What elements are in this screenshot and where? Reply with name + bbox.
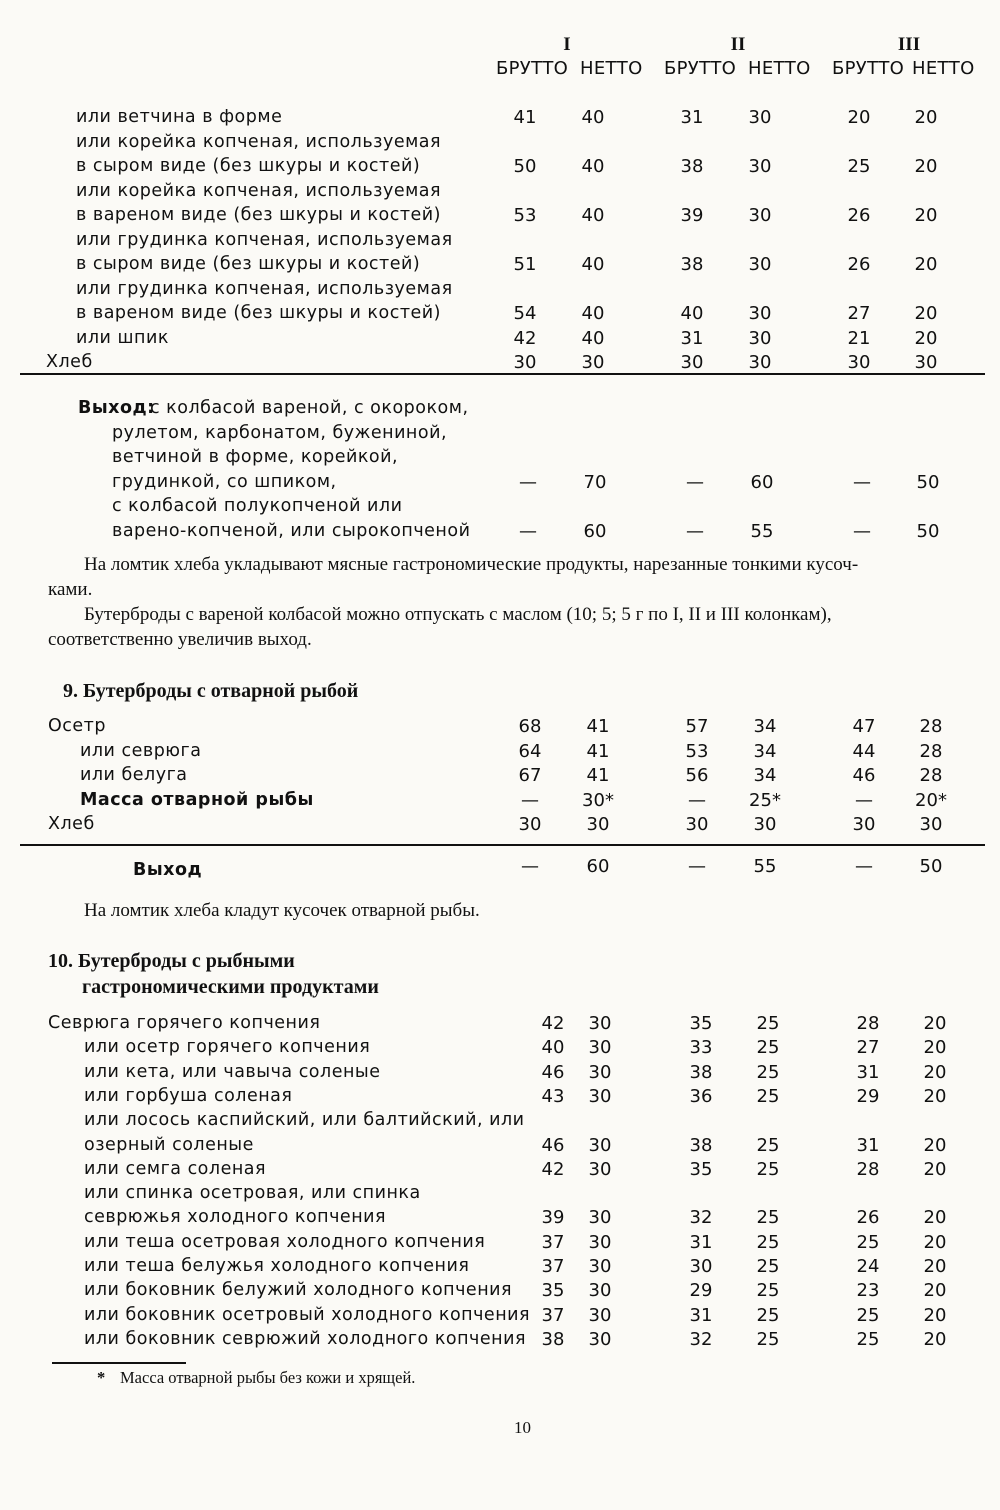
table-row: [0, 814, 1000, 838]
cell-value: 50: [919, 856, 943, 877]
cell-value: 40: [581, 205, 605, 226]
cell-value: 46: [852, 765, 876, 786]
section10-title-line1: 10. Бутерброды с рыбными: [48, 950, 295, 972]
row-label: или боковник белужий холодного копчения: [84, 1280, 513, 1301]
cell-value: 38: [680, 156, 704, 177]
output-line-row: [0, 521, 1000, 545]
row-label: в вареном виде (без шкуры и костей): [76, 205, 441, 225]
table-row: [0, 328, 1000, 352]
cell-value: 31: [856, 1061, 880, 1083]
table-row: [0, 1013, 1000, 1037]
cell-value: 40: [581, 303, 605, 324]
row-label: Севрюга горячего копчения: [48, 1013, 321, 1033]
cell-value: 42: [513, 327, 537, 349]
cell-value: 31: [689, 1304, 713, 1326]
output-line: грудинкой, со шпиком,: [112, 471, 337, 492]
section8-divider: [20, 373, 985, 375]
row-label: или севрюга: [80, 740, 202, 761]
table-row: [0, 1110, 1000, 1134]
cell-value: 42: [541, 1158, 565, 1180]
table-row: [0, 205, 1000, 229]
cell-value: 41: [586, 765, 610, 786]
cell-value: 68: [518, 716, 542, 737]
cell-value: 25: [756, 1061, 780, 1083]
output-line-row: [0, 447, 1000, 471]
cell-value: —: [853, 471, 871, 493]
cell-value: 30: [588, 1037, 612, 1059]
cell-value: 38: [680, 254, 704, 275]
row-label: севрюжья холодного копчения: [84, 1207, 387, 1228]
row-label: или осетр горячего копчения: [84, 1037, 371, 1058]
column-group-1: I: [563, 34, 571, 55]
cell-value: 27: [847, 303, 871, 324]
cell-value: 30: [588, 1013, 612, 1034]
cell-value: 32: [689, 1207, 713, 1229]
cell-value: 20: [923, 1134, 947, 1156]
cell-value: 29: [856, 1085, 880, 1107]
cell-value: —: [519, 471, 537, 493]
cell-value: 40: [581, 254, 605, 275]
row-label: или горбуша соленая: [84, 1085, 293, 1106]
cell-value: 30: [748, 205, 772, 226]
row-label: или шпик: [76, 327, 169, 348]
cell-value: 56: [685, 765, 709, 786]
paragraph-1-line-2: ками.: [48, 579, 93, 600]
cell-value: 20: [923, 1256, 947, 1277]
cell-value: 37: [541, 1256, 565, 1277]
paragraph-2-line-1: Бутерброды с вареной колбасой можно отпускать с маслом (10; 5; 5 г по I, II и III колонкам),: [84, 604, 832, 625]
cell-value: 30: [689, 1256, 713, 1277]
section9-output-values-row: [0, 856, 1000, 880]
table-row: [0, 1086, 1000, 1110]
cell-value: 20: [923, 1280, 947, 1302]
cell-value: 20: [923, 1158, 947, 1180]
row-label: в сыром виде (без шкуры и костей): [76, 254, 421, 274]
table-row: [0, 107, 1000, 131]
row-label: или грудинка копченая, используемая: [76, 278, 453, 299]
cell-value: 29: [689, 1280, 713, 1302]
cell-value: 26: [856, 1207, 880, 1229]
cell-value: 38: [689, 1061, 713, 1083]
cell-value: 30: [680, 352, 704, 373]
row-label: Осетр: [48, 716, 106, 736]
cell-value: 25: [856, 1328, 880, 1350]
cell-value: 41: [513, 107, 537, 128]
cell-value: 20: [923, 1061, 947, 1083]
cell-value: —: [853, 520, 871, 542]
output-line-row: [0, 472, 1000, 496]
cell-value: 40: [581, 156, 605, 177]
cell-value: 20: [914, 303, 938, 324]
cell-value: 21: [847, 327, 871, 349]
footnote-text: Масса отварной рыбы без кожи и хрящей.: [120, 1368, 416, 1387]
cell-value: 25: [756, 1013, 780, 1034]
cell-value: 30: [685, 814, 709, 835]
cell-value: 25: [756, 1328, 780, 1350]
footnote-star: *: [97, 1368, 106, 1387]
cell-value: 35: [541, 1280, 565, 1302]
output-line-row: [0, 423, 1000, 447]
header-brutto-3: БРУТТО: [832, 58, 905, 79]
output-line: с колбасой вареной, с окороком,: [150, 398, 469, 418]
cell-value: 30: [588, 1256, 612, 1277]
table-row: [0, 1207, 1000, 1231]
table-row: [0, 1183, 1000, 1207]
cell-value: 64: [518, 740, 542, 762]
cell-value: 30: [919, 814, 943, 835]
section9-divider: [20, 844, 985, 846]
section9-title: 9. Бутерброды с отварной рыбой: [63, 680, 359, 702]
cell-value: 41: [586, 716, 610, 737]
cell-value: 37: [541, 1304, 565, 1326]
cell-value: 44: [852, 740, 876, 762]
row-label: Масса отварной рыбы: [80, 789, 314, 810]
cell-value: 20: [914, 205, 938, 226]
cell-value: 20: [923, 1231, 947, 1253]
row-label: или грудинка копченая, используемая: [76, 229, 453, 250]
table-row: [0, 303, 1000, 327]
row-label: или спинка осетровая, или спинка: [84, 1183, 421, 1204]
cell-value: 28: [919, 716, 943, 737]
cell-value: 25: [756, 1256, 780, 1277]
section10-title-line2: гастрономическими продуктами: [82, 976, 379, 998]
cell-value: 25: [756, 1304, 780, 1326]
paragraph-1-line-1: На ломтик хлеба укладывают мясные гастрономические продукты, нарезанные тонкими кусоч-: [84, 554, 859, 575]
row-label: или боковник осетровый холодного копчения: [84, 1304, 531, 1325]
cell-value: 30: [748, 327, 772, 349]
cell-value: 20: [923, 1304, 947, 1326]
row-label: или лосось каспийский, или балтийский, или: [84, 1110, 525, 1131]
cell-value: 20: [914, 107, 938, 128]
table-row: [0, 1062, 1000, 1086]
cell-value: 32: [689, 1328, 713, 1350]
cell-value: 30: [588, 1231, 612, 1253]
table-row: [0, 1232, 1000, 1256]
cell-value: 38: [689, 1134, 713, 1156]
cell-value: —: [521, 856, 539, 877]
header-netto-3: НЕТТО: [912, 58, 975, 79]
table-row: [0, 230, 1000, 254]
cell-value: —: [688, 856, 706, 877]
cell-value: 39: [680, 205, 704, 226]
cell-value: 30*: [582, 789, 614, 811]
cell-value: 25: [756, 1134, 780, 1156]
cell-value: 40: [541, 1037, 565, 1059]
cell-value: 34: [753, 716, 777, 737]
section9-note: На ломтик хлеба кладут кусочек отварной рыбы.: [84, 900, 480, 921]
cell-value: 39: [541, 1207, 565, 1229]
cell-value: 40: [581, 327, 605, 349]
cell-value: 30: [588, 1085, 612, 1107]
cell-value: 30: [748, 107, 772, 128]
cell-value: 41: [586, 740, 610, 762]
output-line: рулетом, карбонатом, бужениной,: [112, 422, 448, 443]
cell-value: 30: [586, 814, 610, 835]
cell-value: 47: [852, 716, 876, 737]
cell-value: 25*: [749, 789, 781, 811]
cell-value: 20: [923, 1037, 947, 1059]
row-label: или ветчина в форме: [76, 107, 283, 127]
cell-value: 40: [680, 303, 704, 324]
table-row: [0, 1135, 1000, 1159]
footnote-rule: [52, 1362, 186, 1364]
header-brutto-2: БРУТТО: [664, 58, 737, 79]
row-label: озерный соленые: [84, 1134, 254, 1155]
cell-value: 25: [756, 1037, 780, 1059]
output-line: ветчиной в форме, корейкой,: [112, 447, 399, 467]
cell-value: —: [688, 789, 706, 811]
cell-value: 36: [689, 1085, 713, 1107]
row-label: или теша осетровая холодного копчения: [84, 1231, 486, 1252]
table-row: [0, 156, 1000, 180]
output-line-row: [0, 496, 1000, 520]
cell-value: 35: [689, 1013, 713, 1034]
cell-value: 28: [856, 1158, 880, 1180]
header-netto-1: НЕТТО: [580, 58, 643, 79]
cell-value: 30: [748, 352, 772, 373]
cell-value: 33: [689, 1037, 713, 1059]
row-label: или теша белужья холодного копчения: [84, 1256, 470, 1276]
cell-value: 35: [689, 1158, 713, 1180]
page-number: 10: [514, 1418, 531, 1437]
cell-value: 38: [541, 1328, 565, 1350]
cell-value: 25: [847, 156, 871, 177]
row-label: или белуга: [80, 765, 188, 785]
cell-value: 55: [750, 520, 774, 542]
table-row: [0, 132, 1000, 156]
cell-value: 55: [753, 856, 777, 877]
cell-value: 37: [541, 1231, 565, 1253]
output-line: с колбасой полукопченой или: [112, 496, 403, 516]
table-row: [0, 741, 1000, 765]
cell-value: 42: [541, 1013, 565, 1034]
table-row: [0, 716, 1000, 740]
output-line-row: [0, 398, 1000, 422]
cell-value: 31: [856, 1134, 880, 1156]
cell-value: 30: [852, 814, 876, 835]
cell-value: 30: [914, 352, 938, 373]
cell-value: 20: [923, 1013, 947, 1034]
cell-value: 50: [916, 471, 940, 493]
column-group-2: II: [730, 34, 746, 55]
cell-value: 30: [847, 352, 871, 373]
cell-value: 31: [680, 327, 704, 349]
cell-value: 20: [847, 107, 871, 128]
header-brutto-1: БРУТТО: [496, 58, 569, 79]
cell-value: 20: [914, 327, 938, 349]
table-row: [0, 1256, 1000, 1280]
cell-value: 31: [680, 107, 704, 128]
table-row: [0, 765, 1000, 789]
row-label: или боковник севрюжий холодного копчения: [84, 1328, 526, 1349]
cell-value: 30: [748, 156, 772, 177]
cell-value: 67: [518, 765, 542, 786]
table-row: [0, 181, 1000, 205]
cell-value: —: [855, 789, 873, 811]
cell-value: 53: [685, 740, 709, 762]
cell-value: 24: [856, 1256, 880, 1277]
column-group-3: III: [897, 34, 921, 55]
cell-value: 27: [856, 1037, 880, 1059]
cell-value: 34: [753, 740, 777, 762]
table-row: [0, 1280, 1000, 1304]
cell-value: 20*: [915, 789, 947, 811]
table-row: [0, 254, 1000, 278]
cell-value: 20: [914, 156, 938, 177]
cell-value: 26: [847, 254, 871, 275]
row-label: Хлеб: [46, 352, 93, 372]
cell-value: 34: [753, 765, 777, 786]
cell-value: 30: [753, 814, 777, 835]
section9-output-label: Выход: [133, 860, 203, 880]
cell-value: 30: [588, 1134, 612, 1156]
cell-value: 25: [756, 1207, 780, 1229]
cell-value: 23: [856, 1280, 880, 1302]
cell-value: 40: [581, 107, 605, 128]
cell-value: 25: [756, 1085, 780, 1107]
cell-value: 46: [541, 1134, 565, 1156]
row-label: в вареном виде (без шкуры и костей): [76, 303, 441, 323]
cell-value: 31: [689, 1231, 713, 1253]
row-label: Хлеб: [48, 814, 95, 834]
row-label: или корейка копченая, используемая: [76, 180, 442, 201]
cell-value: 54: [513, 303, 537, 324]
cell-value: —: [519, 520, 537, 542]
table-row: [0, 1305, 1000, 1329]
cell-value: 28: [919, 740, 943, 762]
output-label: Выход:: [78, 398, 155, 418]
header-netto-2: НЕТТО: [748, 58, 811, 79]
cell-value: 30: [581, 352, 605, 373]
cell-value: 20: [923, 1328, 947, 1350]
cell-value: —: [686, 520, 704, 542]
cell-value: 30: [588, 1207, 612, 1229]
cell-value: 51: [513, 254, 537, 275]
cell-value: 26: [847, 205, 871, 226]
cell-value: 25: [856, 1231, 880, 1253]
cell-value: 50: [513, 156, 537, 177]
table-row: [0, 279, 1000, 303]
cell-value: 28: [856, 1013, 880, 1034]
cell-value: —: [521, 789, 539, 811]
cell-value: 30: [588, 1158, 612, 1180]
row-label: или корейка копченая, используемая: [76, 131, 442, 152]
cell-value: 30: [748, 254, 772, 275]
cell-value: 43: [541, 1085, 565, 1107]
cell-value: 30: [513, 352, 537, 373]
cell-value: 25: [756, 1158, 780, 1180]
cell-value: 60: [586, 856, 610, 877]
cell-value: 25: [756, 1231, 780, 1253]
table-row: [0, 1159, 1000, 1183]
cell-value: 30: [588, 1304, 612, 1326]
table-row: [0, 790, 1000, 814]
cell-value: 30: [588, 1280, 612, 1302]
cell-value: 20: [923, 1085, 947, 1107]
cell-value: 50: [916, 520, 940, 542]
row-label: или кета, или чавыча соленые: [84, 1061, 381, 1082]
cell-value: —: [855, 856, 873, 877]
output-line: варено-копченой, или сырокопченой: [112, 520, 471, 541]
cell-value: 60: [583, 520, 607, 542]
cell-value: 25: [856, 1304, 880, 1326]
table-row: [0, 1329, 1000, 1353]
table-row: [0, 1037, 1000, 1061]
cell-value: 46: [541, 1061, 565, 1083]
row-label: в сыром виде (без шкуры и костей): [76, 156, 421, 176]
cell-value: 20: [923, 1207, 947, 1229]
cell-value: —: [686, 471, 704, 493]
cell-value: 30: [588, 1328, 612, 1350]
cell-value: 70: [583, 471, 607, 493]
paragraph-2-line-2: соответственно увеличив выход.: [48, 629, 312, 650]
cell-value: 30: [518, 814, 542, 835]
cell-value: 20: [914, 254, 938, 275]
cell-value: 57: [685, 716, 709, 737]
cell-value: 30: [748, 303, 772, 324]
row-label: или семга соленая: [84, 1158, 267, 1179]
cell-value: 30: [588, 1061, 612, 1083]
cell-value: 53: [513, 205, 537, 226]
cell-value: 25: [756, 1280, 780, 1302]
cell-value: 60: [750, 471, 774, 493]
cell-value: 28: [919, 765, 943, 786]
